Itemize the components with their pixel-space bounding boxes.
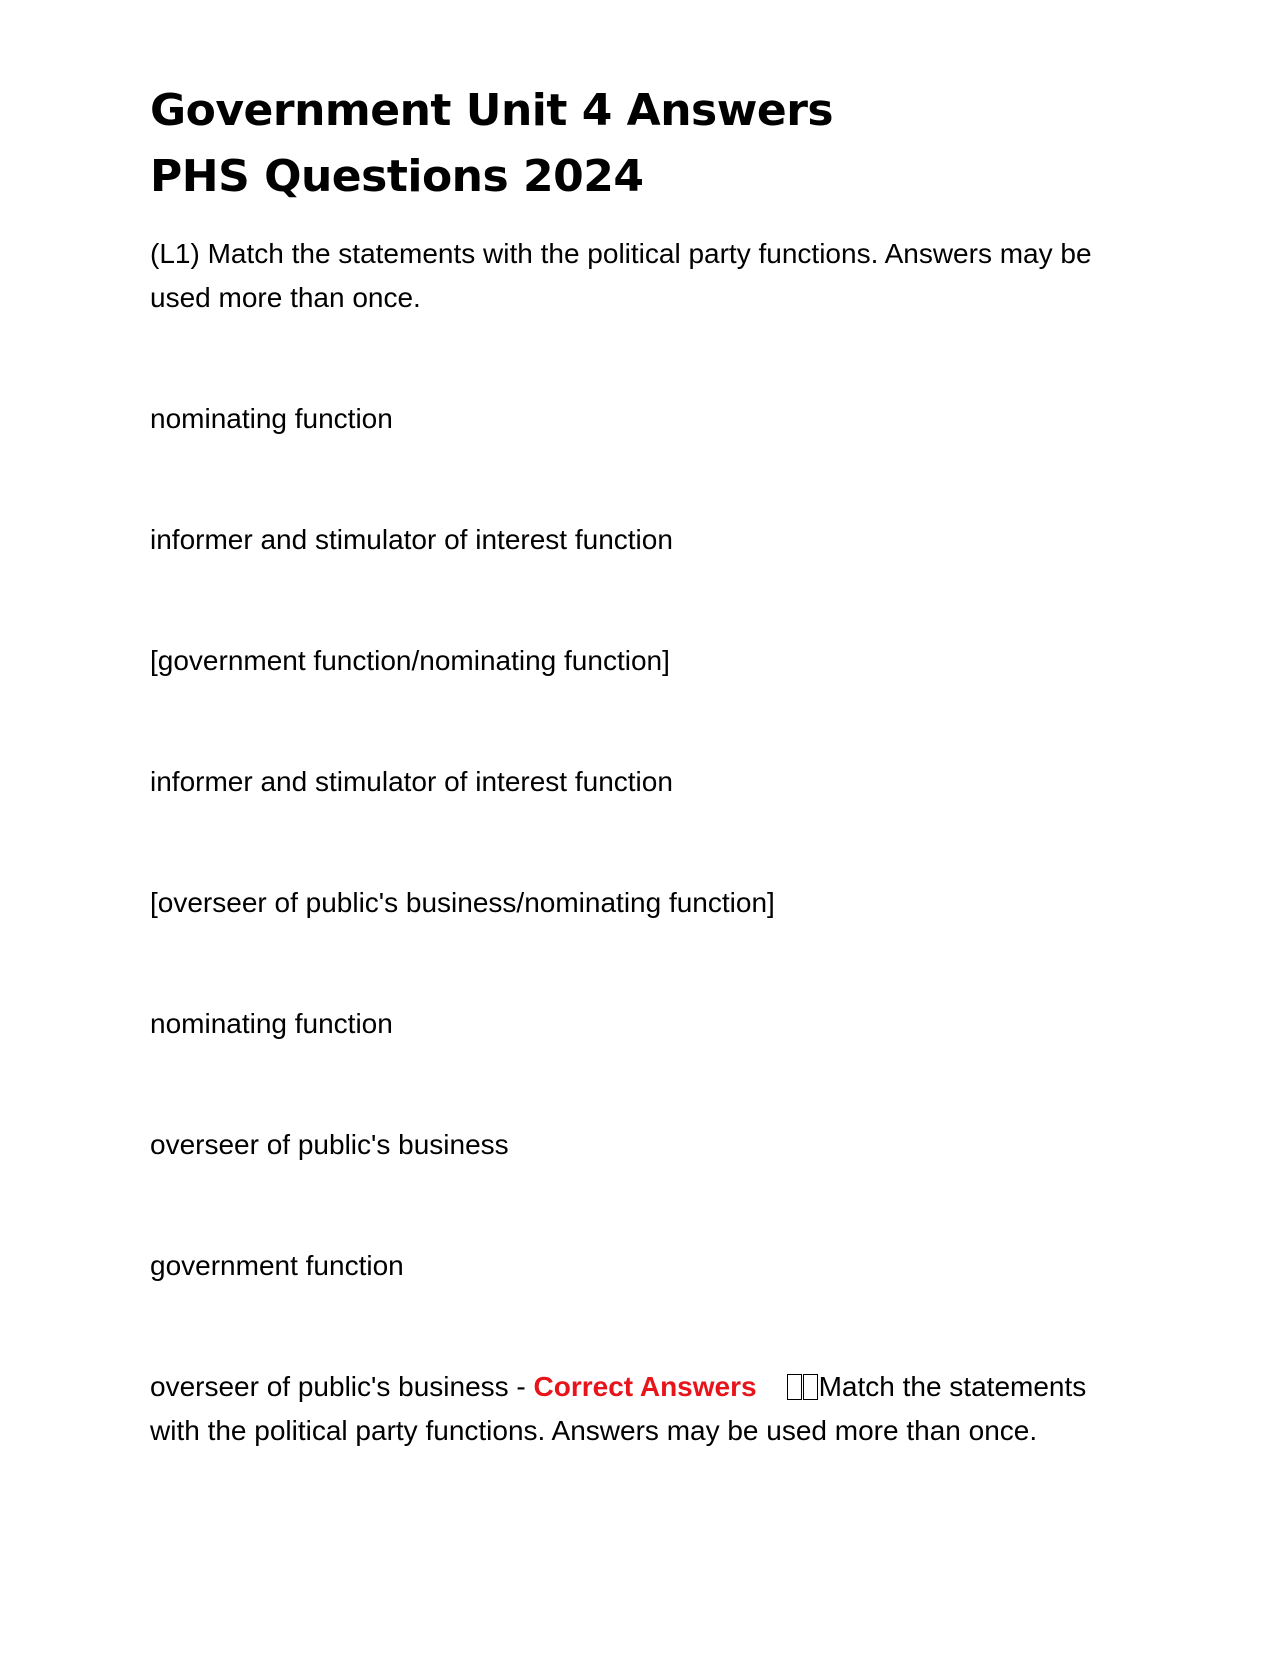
list-item: informer and stimulator of interest function: [150, 766, 673, 797]
answer-list: [150, 397, 1110, 1288]
question-prompt: (L1) Match the statements with the political party functions. Answers may be used more than once.: [150, 238, 1092, 313]
list-item: [government function/nominating function]: [150, 645, 670, 676]
answer-prefix: overseer of public's business -: [150, 1371, 534, 1402]
page-title: Government Unit 4 Answers PHS Questions 2024: [150, 85, 834, 202]
answer-text: Match the statements with the political party functions. Answers may be used more than once.: [150, 1371, 1087, 1446]
list-item: informer and stimulator of interest function: [150, 524, 673, 555]
list-item: overseer of public's business: [150, 1129, 509, 1160]
correct-answers-label: Correct Answers: [533, 1371, 757, 1402]
correct-answer-paragraph: [150, 1365, 1110, 1453]
list-item: government function: [150, 1250, 404, 1281]
missing-glyph-icon: [787, 1371, 819, 1402]
document-page: [150, 78, 1110, 1481]
list-item: nominating function: [150, 1008, 393, 1039]
list-item: nominating function: [150, 403, 393, 434]
list-item: [overseer of public's business/nominating function]: [150, 887, 775, 918]
